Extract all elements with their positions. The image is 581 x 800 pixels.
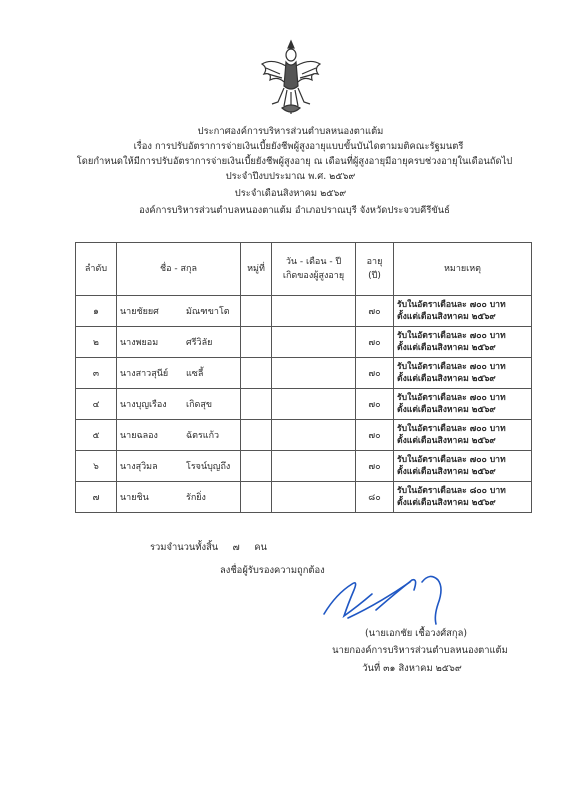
row-dob — [272, 482, 356, 513]
announcement-detail: โดยกำหนดให้มีการปรับอัตราการจ่ายเงินเบี้ยยังชีพผู้สูงอายุ ณ เดือนที่ผู้สูงอายุมีอายุครบช่วงอายุในเดือนถัดไป — [76, 156, 513, 167]
row-note-rate: รับในอัตราเดือนละ ๗๐๐ บาท — [397, 455, 506, 465]
row-name — [117, 296, 241, 327]
row-note — [394, 482, 532, 513]
row-name — [117, 389, 241, 420]
handwritten-signature — [318, 570, 468, 630]
month-label: ประจำเดือนสิงหาคม ๒๕๖๙ — [234, 188, 347, 199]
table-header-row — [76, 243, 532, 296]
header-age — [356, 243, 394, 296]
row-last-name: แซลี้ — [186, 369, 204, 379]
row-no: ๒ — [76, 327, 117, 358]
row-first-name: นายชัยยศ — [120, 307, 159, 317]
row-no: ๑ — [76, 296, 117, 327]
row-note — [394, 420, 532, 451]
row-last-name: รักยิ่ง — [186, 493, 206, 503]
table-body — [76, 296, 532, 513]
row-note-start: ตั้งแต่เดือนสิงหาคม ๒๕๖๙ — [397, 343, 496, 353]
organization-line: องค์การบริหารส่วนตำบลหนองตาแต้ม อำเภอปราณบุรี จังหวัดประจวบคีรีขันธ์ — [139, 205, 450, 216]
header-no: ลำดับ — [76, 243, 117, 296]
row-no: ๓ — [76, 358, 117, 389]
header-age-line1: อายุ — [366, 257, 383, 267]
row-village — [241, 482, 272, 513]
table-row — [76, 296, 532, 327]
announcement-subject: เรื่อง การปรับอัตราการจ่ายเงินเบี้ยยังชีพผู้สูงอายุแบบขั้นบันไดตามมติคณะรัฐมนตรี — [133, 141, 464, 152]
row-note — [394, 451, 532, 482]
row-village — [241, 327, 272, 358]
row-note — [394, 327, 532, 358]
row-dob — [272, 420, 356, 451]
total-count: ๗ — [232, 542, 240, 553]
table-row — [76, 389, 532, 420]
row-name — [117, 327, 241, 358]
announcement-title: ประกาศองค์การบริหารส่วนตำบลหนองตาแต้ม — [197, 126, 384, 137]
row-village — [241, 358, 272, 389]
row-note-start: ตั้งแต่เดือนสิงหาคม ๒๕๖๙ — [397, 374, 496, 384]
row-age: ๗๐ — [356, 296, 394, 327]
row-note-start: ตั้งแต่เดือนสิงหาคม ๒๕๖๙ — [397, 312, 496, 322]
row-age: ๗๐ — [356, 451, 394, 482]
row-no: ๕ — [76, 420, 117, 451]
header-age-line2: (ปี) — [368, 271, 381, 281]
table-row — [76, 358, 532, 389]
table-row — [76, 327, 532, 358]
row-name — [117, 420, 241, 451]
row-name — [117, 451, 241, 482]
row-note-start: ตั้งแต่เดือนสิงหาคม ๒๕๖๙ — [397, 405, 496, 415]
header-dob-line2: เกิดของผู้สูงอายุ — [282, 271, 345, 281]
certify-label: ลงชื่อผู้รับรองความถูกต้อง — [220, 565, 325, 576]
row-age: ๗๐ — [356, 389, 394, 420]
row-note-start: ตั้งแต่เดือนสิงหาคม ๒๕๖๙ — [397, 467, 496, 477]
header-name: ชื่อ - สกุล — [117, 243, 241, 296]
header-dob-line1: วัน - เดือน - ปี — [285, 257, 342, 267]
row-dob — [272, 358, 356, 389]
table-row — [76, 420, 532, 451]
row-no: ๔ — [76, 389, 117, 420]
row-note — [394, 296, 532, 327]
row-first-name: นางสุวิมล — [120, 462, 158, 472]
row-note — [394, 358, 532, 389]
total-line — [150, 540, 267, 555]
row-last-name: มัณฑขาโต — [186, 307, 230, 317]
table-row — [76, 451, 532, 482]
row-first-name: นายฉลอง — [120, 431, 158, 441]
header-note: หมายเหตุ — [394, 243, 532, 296]
fiscal-year: ประจำปีงบประมาณ พ.ศ. ๒๕๖๙ — [225, 171, 356, 182]
row-no: ๗ — [76, 482, 117, 513]
elderly-allowance-table — [75, 242, 532, 513]
garuda-emblem-icon — [258, 38, 324, 118]
row-note-rate: รับในอัตราเดือนละ ๗๐๐ บาท — [397, 424, 506, 434]
header-village: หมู่ที่ — [241, 243, 272, 296]
row-note-rate: รับในอัตราเดือนละ ๗๐๐ บาท — [397, 331, 506, 341]
row-dob — [272, 451, 356, 482]
row-note-start: ตั้งแต่เดือนสิงหาคม ๒๕๖๙ — [397, 436, 496, 446]
row-note-rate: รับในอัตราเดือนละ ๗๐๐ บาท — [397, 393, 506, 403]
row-village — [241, 296, 272, 327]
row-note — [394, 389, 532, 420]
signer-title: นายกองค์การบริหารส่วนตำบลหนองตาแต้ม — [332, 645, 508, 656]
row-note-rate: รับในอัตราเดือนละ ๗๐๐ บาท — [397, 300, 506, 310]
total-label: รวมจำนวนทั้งสิ้น — [150, 542, 219, 553]
table-row — [76, 482, 532, 513]
signing-date: วันที่ ๓๑ สิงหาคม ๒๕๖๙ — [362, 663, 462, 674]
row-village — [241, 420, 272, 451]
row-note-rate: รับในอัตราเดือนละ ๗๐๐ บาท — [397, 362, 506, 372]
row-dob — [272, 389, 356, 420]
row-note-rate: รับในอัตราเดือนละ ๘๐๐ บาท — [397, 486, 506, 496]
row-village — [241, 389, 272, 420]
row-age: ๗๐ — [356, 327, 394, 358]
row-first-name: นางสาวสุนีย์ — [120, 369, 169, 379]
row-last-name: โรจน์บุญถึง — [186, 462, 231, 472]
row-last-name: เกิดสุข — [186, 400, 213, 410]
header-dob — [272, 243, 356, 296]
row-age: ๗๐ — [356, 358, 394, 389]
row-dob — [272, 327, 356, 358]
row-note-start: ตั้งแต่เดือนสิงหาคม ๒๕๖๙ — [397, 498, 496, 508]
row-first-name: นางพยอม — [120, 338, 159, 348]
signer-name: (นายเอกชัย เชื้อวงศ์สกุล) — [365, 628, 467, 639]
row-last-name: ศรีวิลัย — [186, 338, 213, 348]
row-age: ๗๐ — [356, 420, 394, 451]
row-no: ๖ — [76, 451, 117, 482]
row-first-name: นายชิน — [120, 493, 149, 503]
row-dob — [272, 296, 356, 327]
row-village — [241, 451, 272, 482]
row-name — [117, 482, 241, 513]
row-name — [117, 358, 241, 389]
row-age: ๘๐ — [356, 482, 394, 513]
row-first-name: นางบุญเรือง — [120, 400, 167, 410]
row-last-name: ฉัตรแก้ว — [186, 431, 220, 441]
total-unit: คน — [254, 542, 267, 553]
